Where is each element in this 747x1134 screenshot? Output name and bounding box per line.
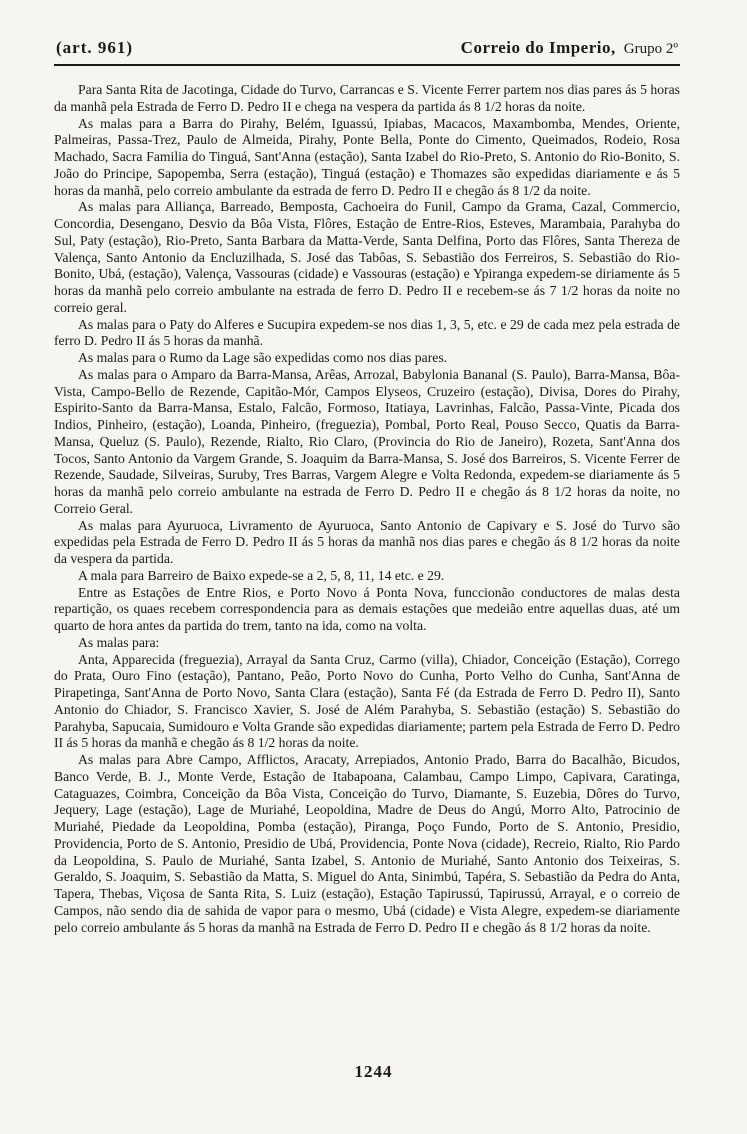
paragraph: A mala para Barreiro de Baixo expede-se a 2, 5, 8, 11, 14 etc. e 29. (78, 567, 445, 583)
publication-title: Correio do Imperio, (460, 38, 616, 57)
paragraph: As malas para Alliança, Barreado, Bemposta, Cachoeira do Funil, Campo da Grama, Cazal, Commercio, Concordia, Desengano, Desvio da Bôa Vista, Flôres, Estação de Entre-Rios, Esteves, Marambaia, Parahyba do Sul, Paty (estação), Rio-Preto, Santa Barbara da Matta-Verde, Santa Delfina, Porto das Flôres, Santa Thereza de Valença, Santo Antonio da Encluzilhada, S. José das Tabôas, S. Sebastião dos Ferreiros, S. Sebastião do Rio-Bonito, Ubá, (estação), Valença, Vassouras (cidade) e Vassouras (estação) e Ypiranga expedem-se diriamente ás 5 horas da manhã pelo correio ambulante na estrada de ferro D. Pedro II e recebem-se ás 7 1/2 horas da noite no correio geral. (54, 199, 680, 315)
header-title-group (461, 38, 678, 58)
page-number: 1244 (354, 1062, 393, 1081)
paragraph: As malas para Abre Campo, Afflictos, Aracaty, Arrepiados, Antonio Prado, Barra do Bacalhão, Bicudos, Banco Verde, B. J., Monte Verde, Estação de Itabapoana, Calambau, Campo Limpo, Capivara, Caratinga, Cataguazes, Coimbra, Conceição da Bôa Vista, Conceição do Turvo, Diamante, S. Euzebia, Dôres do Turvo, Jequery, Lage (estação), Lage de Muriahé, Leopoldina, Madre de Deus do Angú, Morro Alto, Patrocinio de Muriahé, Piedade da Leopoldina, Pomba (estação), Piranga, Poço Fundo, Porto de S. Antonio, Presidio, Providencia, Porto de S. Antonio, Presidio de Ubá, Providencia, Ponte Nova (cidade), Recreio, Rialto, Rio Pardo da Leopoldina, S. Paulo de Muriahé, Santa Izabel, S. Antonio de Muriahé, Santo Antonio dos Teixeiras, S. Geraldo, S. Joaquim, S. Sebastião da Matta, S. Miguel do Anta, Sinimbú, Tapéra, S. Sebastião da Pedra do Anta, Tapera, Thebas, Viçosa de Santa Rita, S. Luiz (estação), Estação Tapirussú, Tapirussú, Arrayal, e o correio de Campos, não sendo dia de sahida de vapor para o mesmo, Ubá (cidade) e Vista Alegre, expedem-se diariamente pelo correio ambulante ás 5 horas da manhã na Estrada de Ferro D. Pedro II e chegão ás 8 1/2 horas da noite. (54, 752, 680, 935)
document-page (54, 38, 680, 936)
group-label: Grupo 2º (623, 41, 678, 57)
paragraph: As malas para: (78, 634, 160, 650)
running-header (54, 38, 680, 64)
paragraph: Entre as Estações de Entre Rios, e Porto Novo á Ponta Nova, funccionão conductores de malas desta repartição, os quaes recebem correspondencia para as demais estações que medeião entre aquellas duas, até um quarto de hora antes da partida do trem, tanto na ida, como na volta. (54, 584, 680, 633)
paragraph: As malas para Ayuruoca, Livramento de Ayuruoca, Santo Antonio de Capivary e S. José do Turvo são expedidas pela Estrada de Ferro D. Pedro II ás 5 horas da manhã nos dias pares e chegão ás 8 1/2 horas da noite da vespera da partida. (54, 517, 680, 566)
paragraph: As malas para o Rumo da Lage são expedidas como nos dias pares. (78, 350, 448, 365)
body-text (54, 82, 680, 936)
paragraph: Para Santa Rita de Jacotinga, Cidade do Turvo, Carrancas e S. Vicente Ferrer partem nos dias pares ás 5 horas da manhã pela Estrada de Ferro D. Pedro II e chega na vespera da partida ás 8 1/2 horas da noite. (54, 82, 680, 114)
paragraph: As malas para a Barra do Pirahy, Belém, Iguassú, Ipiabas, Macacos, Maxambomba, Mendes, Oriente, Palmeiras, Passa-Trez, Paulo de Almeida, Pirahy, Ponte Bella, Ponte do Cimento, Queimados, Rodeio, Rosa Machado, Sacra Familia do Tinguá, Sant'Anna (estação), Santa Izabel do Rio-Preto, S. Antonio do Rio-Bonito, S. João do Principe, Sapopemba, Serra (estação), Tinguá (estação) e Thomazes são expedidas diariamente e ás 5 horas da manhã, pelo correio ambulante da estrada de ferro D. Pedro II e chegão ás 8 1/2 da noite. (54, 115, 680, 198)
paragraph: As malas para o Paty do Alferes e Sucupira expedem-se nos dias 1, 3, 5, etc. e 29 de cada mez pela estrada de ferro D. Pedro II ás 5 horas da manhã. (54, 316, 680, 349)
paragraph: Anta, Apparecida (freguezia), Arrayal da Santa Cruz, Carmo (villa), Chiador, Conceição (Estação), Corrego do Prata, Ouro Fino (estação), Pantano, Peão, Porto Novo do Cunha, Porto Velho do Cunha, Sant'Anna de Pirapetinga, Sant'Anna de Porto Novo, Santa Clara (estação), Santa Fé (da Estrada de Ferro D. Pedro II), Santo Antonio do Chiador, S. Francisco Xavier, S. José de Além Parahyba, S. Sebastião (estação) S. Sebastião do Parahyba, Sapucaia, Sumidouro e Volta Grande são expedidas diariamente; partem pela Estrada de Ferro D. Pedro II ás 5 horas da manhã e chegão ás 8 1/2 horas da noite. (54, 651, 680, 751)
header-rule (54, 64, 680, 66)
paragraph: As malas para o Amparo da Barra-Mansa, Arêas, Arrozal, Babylonia Bananal (S. Paulo), Barra-Mansa, Bôa-Vista, Campo-Bello de Rezende, Capitão-Mór, Campos Elyseos, Cruzeiro (estação), Divisa, Dores do Pirahy, Espirito-Santo da Barra-Mansa, Estalo, Falcão, Formoso, Itatiaya, Lavrinhas, Falcão, Passa-Vinte, Picada dos Indios, Pinheiro, (estação), Loanda, Pinheiro, (freguezia), Pombal, Porto Real, Pouso Secco, Quatis da Barra-Mansa, Queluz (S. Paulo), Rezende, Rialto, Rio Claro, (Provincia do Rio de Janeiro), Rozeta, Sant'Anna dos Tocos, Santo Antonio da Vargem Grande, S. Joaquim da Barra-Mansa, S. José dos Barreiros, S. Vicente Ferrer de Rezende, Saudade, Silveiras, Suruby, Tres Barras, Vargem Alegre e Volta Redonda, expedem-se diariamente ás 5 horas da manhã pelo correio ambulante na estrada de Ferro D. Pedro II e chegão ás 8 1/2 horas da noite, no Correio Geral. (54, 366, 680, 516)
article-reference: (art. 961) (56, 38, 134, 57)
